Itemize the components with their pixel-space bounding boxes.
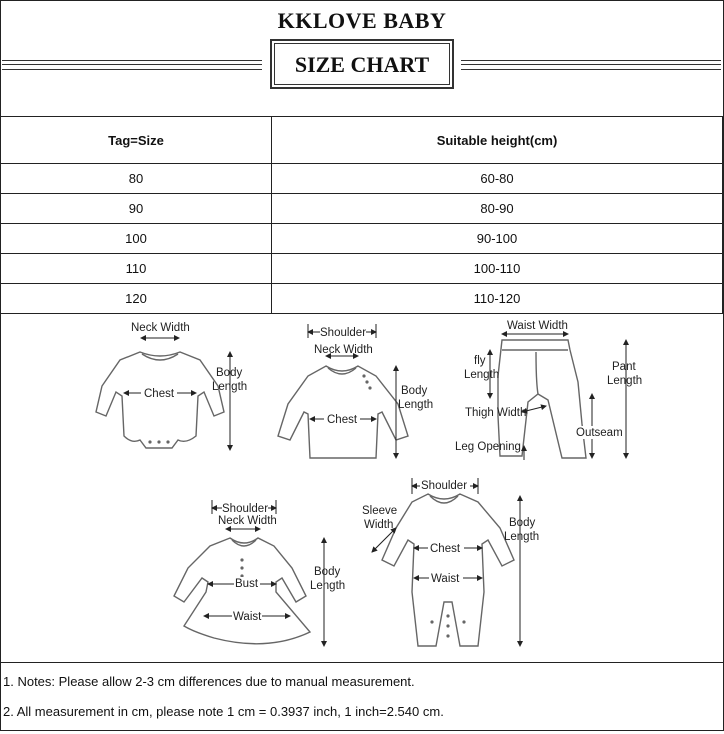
height-cell: 90-100	[272, 224, 723, 254]
romper-sleeve-label: Sleeve	[362, 505, 398, 517]
column-header-height: Suitable height(cm)	[272, 117, 723, 164]
pants-waist-label: Waist Width	[507, 320, 568, 332]
height-cell: 60-80	[272, 164, 723, 194]
dress-bust-label: Bust	[235, 578, 259, 590]
column-header-size: Tag=Size	[1, 117, 272, 164]
title-box	[270, 39, 454, 89]
title-rule-left	[2, 60, 262, 70]
table-row	[1, 194, 723, 224]
table-row	[1, 254, 723, 284]
dress-shoulder-label: Shoulder	[222, 503, 269, 515]
dress-body-label: Body	[314, 566, 341, 578]
height-cell: 110-120	[272, 284, 723, 314]
size-cell: 100	[1, 224, 272, 254]
bodysuit-chest-label: Chest	[144, 388, 175, 400]
top-neck-label: Neck Width	[314, 344, 373, 356]
top-body-label: Body	[401, 385, 428, 397]
bodysuit-diagram	[96, 322, 247, 450]
chart-title: SIZE CHART	[294, 52, 430, 77]
title-rule-right	[461, 60, 721, 70]
brand-name: KKLOVE BABY	[277, 8, 447, 33]
bodysuit-body-label: Body	[216, 367, 243, 379]
romper-sleeve-width-label: Width	[364, 519, 394, 531]
size-cell: 110	[1, 254, 272, 284]
top-shoulder-label: Shoulder	[320, 327, 367, 339]
pants-fly-label: fly	[474, 355, 486, 367]
bodysuit-length-label: Length	[212, 381, 248, 393]
romper-body-label: Body	[509, 517, 536, 529]
height-cell: 100-110	[272, 254, 723, 284]
romper-chest-label: Chest	[430, 543, 461, 555]
pants-leg-label: Leg Opening	[455, 441, 521, 453]
romper-shoulder-label: Shoulder	[421, 480, 468, 492]
table-row	[1, 284, 723, 314]
dress-neck-label: Neck Width	[218, 515, 277, 527]
dress-diagram	[174, 500, 345, 646]
notes	[3, 674, 444, 734]
size-table	[0, 116, 723, 314]
bodysuit-neck-label: Neck Width	[131, 322, 190, 334]
table-row	[1, 224, 723, 254]
romper-diagram	[362, 478, 539, 646]
pants-fly-length-label: Length	[464, 369, 500, 381]
dress-waist-label: Waist	[233, 611, 262, 623]
pants-outseam-label: Outseam	[576, 427, 623, 439]
height-cell: 80-90	[272, 194, 723, 224]
pants-diagram	[455, 320, 642, 460]
dress-length-label: Length	[310, 580, 346, 592]
pants-thigh-label: Thigh Width	[465, 407, 527, 419]
size-cell: 80	[1, 164, 272, 194]
pants-pant-length-label: Length	[607, 375, 643, 387]
note-item: 1. Notes: Please allow 2-3 cm differences due to manual measurement.	[3, 674, 415, 689]
top-length-label: Length	[398, 399, 434, 411]
note-item: 2. All measurement in cm, please note 1 cm = 0.3937 inch, 1 inch=2.540 cm.	[3, 704, 444, 719]
size-cell: 90	[1, 194, 272, 224]
measurement-diagrams	[0, 316, 723, 663]
romper-length-label: Length	[504, 531, 540, 543]
table-header-row	[1, 117, 723, 164]
romper-waist-label: Waist	[431, 573, 460, 585]
top-chest-label: Chest	[327, 414, 358, 426]
pants-pant-label: Pant	[612, 361, 636, 373]
size-cell: 120	[1, 284, 272, 314]
top-diagram	[278, 324, 433, 458]
table-row	[1, 164, 723, 194]
